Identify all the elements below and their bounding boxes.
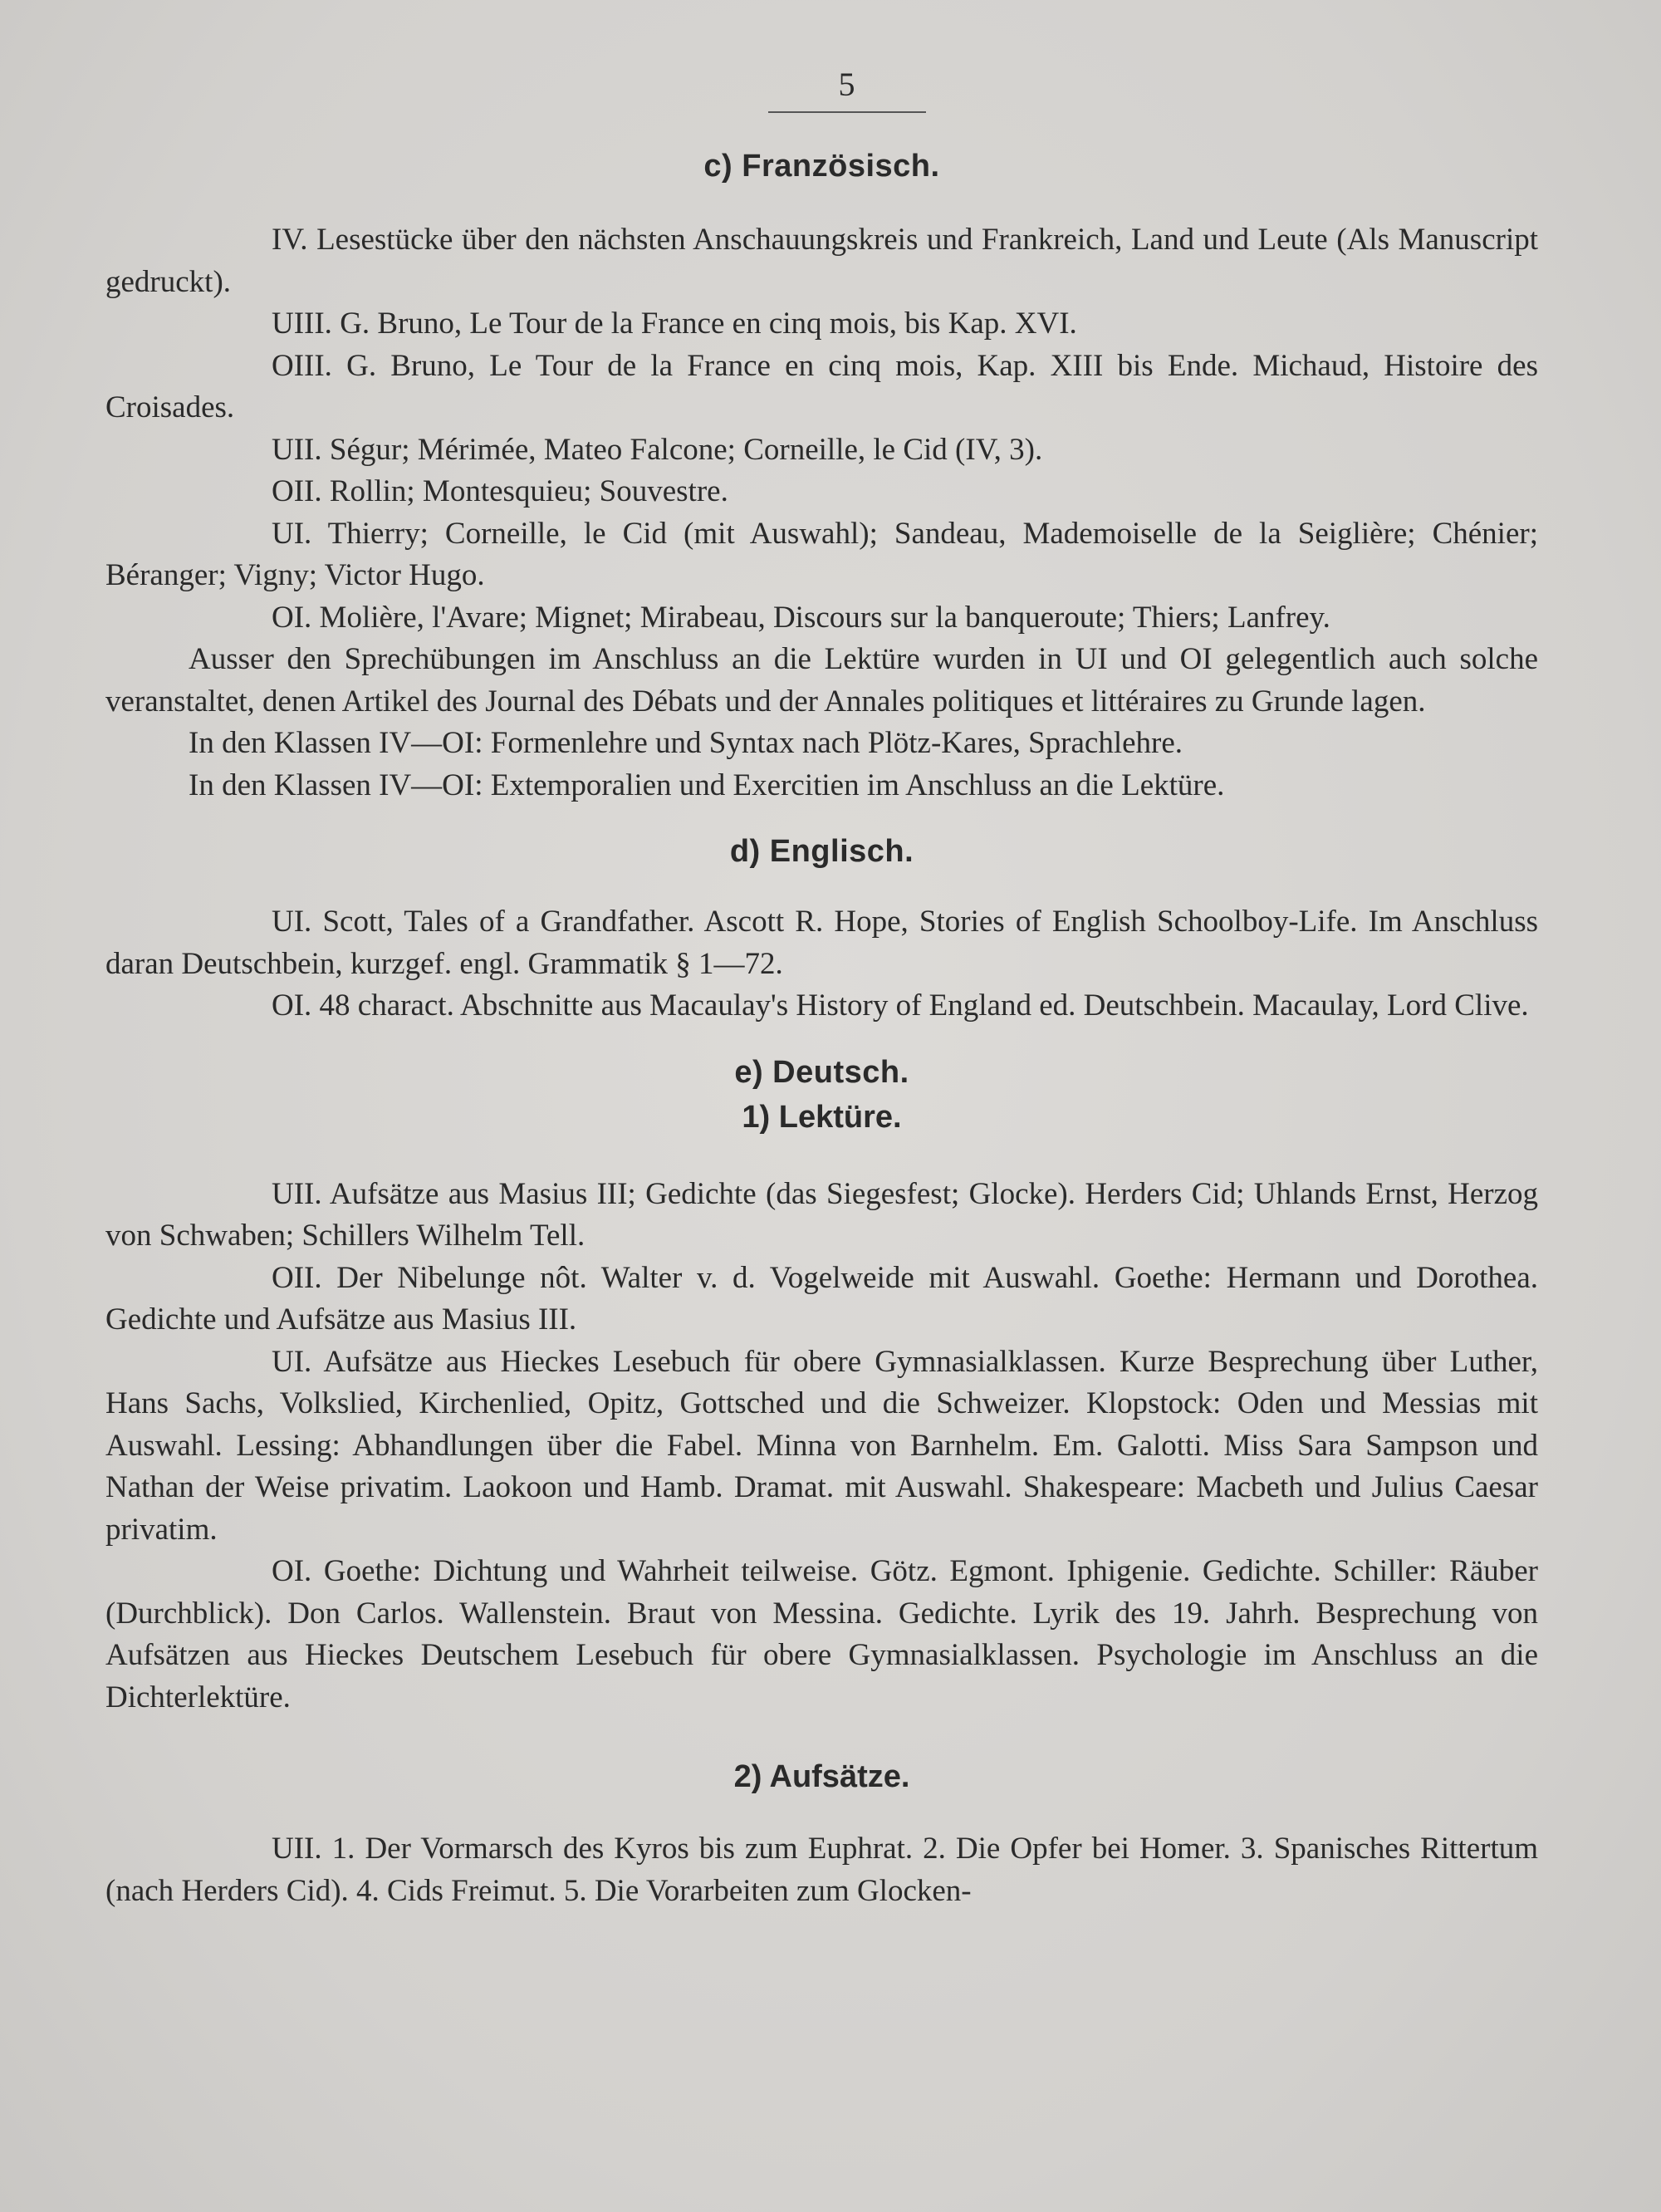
french-paragraphs [105, 219, 1538, 807]
english-paragraph [105, 985, 1538, 1028]
english-paragraphs [105, 901, 1538, 1028]
class-label: UIII. [272, 307, 332, 341]
page-number-rule [768, 111, 926, 113]
paragraph-text: G. Bruno, Le Tour de la France en cinq mois, Kap. XIII bis Ende. Michaud, Histoire des Croisades. [105, 348, 1538, 424]
heading-german: e) Deutsch. [734, 1054, 909, 1090]
french-paragraph [105, 639, 1538, 723]
german-paragraph [105, 1258, 1538, 1341]
class-label: UI. [272, 1344, 312, 1379]
paragraph-text: 1. Der Vormarsch des Kyros bis zum Euphrat. 2. Die Opfer bei Homer. 3. Spanisches Rittertum (nach Herders Cid). 4. Cids Freimut. 5. Die Vorarbeiten zum Glocken- [105, 1832, 1538, 1908]
paragraph-text: Thierry; Corneille, le Cid (mit Auswahl); Sandeau, Mademoiselle de la Seiglière; Chénier; Béranger; Vigny; Victor Hugo. [105, 516, 1538, 592]
paragraph-text: Scott, Tales of a Grandfather. Ascott R. Hope, Stories of English Schoolboy-Life. Im Anschluss daran Deutschbein, kurzgef. engl. Grammatik § 1—72. [105, 905, 1539, 981]
english-paragraph [105, 901, 1538, 985]
paragraph-text: G. Bruno, Le Tour de la France en cinq mois, bis Kap. XVI. [340, 307, 1077, 341]
paragraph-text: Ségur; Mérimée, Mateo Falcone; Corneille, le Cid (IV, 3). [329, 432, 1043, 467]
paragraph-text: In den Klassen IV—OI: Extemporalien und Exercitien im Anschluss an die Lektüre. [189, 768, 1225, 802]
french-paragraph [105, 219, 1538, 303]
subheading-essays: 2) Aufsätze. [733, 1759, 910, 1794]
class-label: IV. [272, 223, 308, 257]
class-label: UI. [272, 516, 312, 551]
class-label: OII. [272, 1260, 322, 1295]
paragraph-text: Molière, l'Avare; Mignet; Mirabeau, Discours sur la banqueroute; Thiers; Lanfrey. [319, 600, 1330, 635]
german-paragraph [105, 1551, 1538, 1719]
class-label: OI. [272, 1554, 312, 1588]
paragraph-text: Lesestücke über den nächsten Anschauungskreis und Frankreich, Land und Leute (Als Manuscript gedruckt). [105, 223, 1539, 299]
page-content [105, 58, 1538, 1912]
essay-paragraph [105, 1828, 1538, 1912]
french-paragraph [105, 723, 1538, 765]
class-label: OII. [272, 474, 322, 508]
german-paragraphs [105, 1174, 1538, 1719]
class-label: OI. [272, 988, 312, 1023]
paragraph-text: Aufsätze aus Hieckes Lesebuch für obere Gymnasialklassen. Kurze Besprechung über Luther, Hans Sachs, Volkslied, Kirchenlied, Opitz, Gottsched und die Schweizer. Klopstock: Oden und Messias mit Auswahl. Lessing: Abhandlungen über die Fabel. Minna von Barnhelm. Em. Galotti. Miss Sara Sampson und Nathan der Weise privatim. Laokoon und Hamb. Dramat. mit Auswahl. Shakespeare: Macbeth und Julius Caesar privatim. [105, 1344, 1538, 1547]
paragraph-text: Der Nibelunge nôt. Walter v. d. Vogelweide mit Auswahl. Goethe: Hermann und Dorothea. Gedichte und Aufsätze aus Masius III. [105, 1260, 1538, 1337]
page-number: 5 [838, 66, 855, 103]
class-label: UII. [272, 432, 322, 467]
class-label: OIII. [272, 348, 332, 383]
heading-french: c) Französisch. [703, 149, 940, 184]
paragraph-text: 48 charact. Abschnitte aus Macaulay's History of England ed. Deutschbein. Macaulay, Lord Clive. [319, 988, 1529, 1023]
paragraph-text: Aufsätze aus Masius III; Gedichte (das Siegesfest; Glocke). Herders Cid; Uhlands Ernst, Herzog von Schwaben; Schillers Wilhelm Tell. [105, 1176, 1538, 1253]
class-label: OI. [272, 600, 312, 635]
paragraph-text: Goethe: Dichtung und Wahrheit teilweise. Götz. Egmont. Iphigenie. Gedichte. Schiller: Räuber (Durchblick). Don Carlos. Wallenstein. Braut von Messina. Gedichte. Lyrik des 19. Jahrh. Besprechung von Aufsätzen aus Hieckes Deutschem Lesebuch für obere Gymnasialklassen. Psychologie im Anschluss an die Dichterlektüre. [105, 1554, 1539, 1714]
french-paragraph [105, 429, 1538, 472]
essay-paragraphs [105, 1828, 1538, 1912]
paragraph-text: Ausser den Sprechübungen im Anschluss an die Lektüre wurden in UI und OI gelegentlich auch solche veranstaltet, denen Artikel des Journal des Débats und der Annales politiques et littéraires zu Grunde lagen. [105, 642, 1538, 719]
french-paragraph [105, 303, 1538, 346]
heading-english: d) Englisch. [729, 834, 914, 869]
class-label: UII. [272, 1176, 322, 1211]
class-label: UI. [272, 905, 312, 939]
class-label: UII. [272, 1832, 322, 1866]
french-paragraph [105, 765, 1538, 807]
german-paragraph [105, 1341, 1538, 1552]
paragraph-text: In den Klassen IV—OI: Formenlehre und Syntax nach Plötz-Kares, Sprachlehre. [189, 726, 1183, 760]
french-paragraph [105, 513, 1538, 597]
french-paragraph [105, 597, 1538, 640]
paragraph-text: Rollin; Montesquieu; Souvestre. [329, 474, 728, 508]
french-paragraph [105, 471, 1538, 513]
subheading-reading: 1) Lektüre. [742, 1099, 902, 1135]
french-paragraph [105, 346, 1538, 429]
german-paragraph [105, 1174, 1538, 1258]
